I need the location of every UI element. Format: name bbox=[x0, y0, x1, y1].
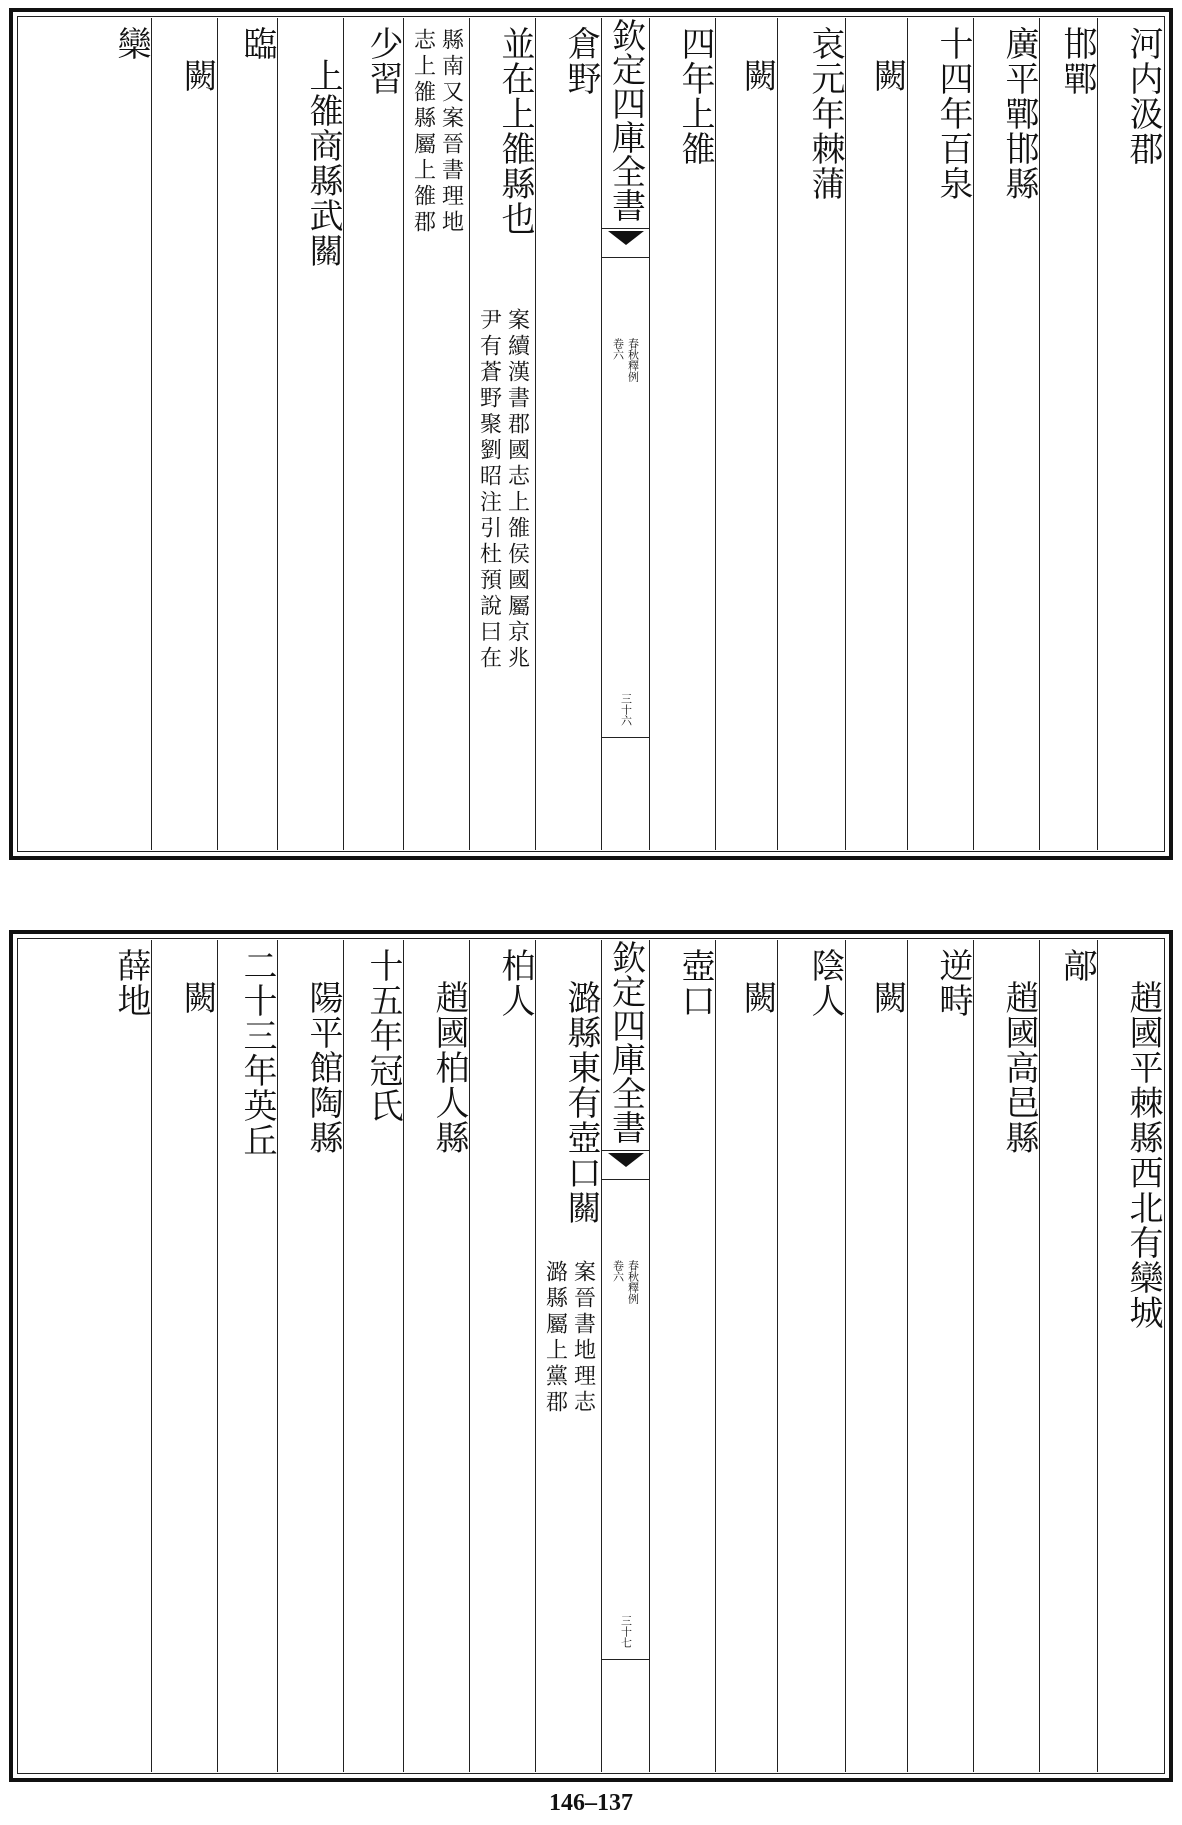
text-column bbox=[973, 940, 1039, 1772]
text-column bbox=[845, 940, 907, 1772]
text-column bbox=[19, 18, 151, 850]
text-column bbox=[777, 940, 845, 1772]
annotation-block bbox=[404, 28, 469, 236]
columns-top bbox=[19, 18, 1163, 850]
text-column bbox=[217, 940, 277, 1772]
center-page-number bbox=[602, 693, 649, 730]
center-page-number-text: 三十六 bbox=[619, 693, 633, 726]
text-column bbox=[973, 18, 1039, 850]
column-text: 倉野 bbox=[561, 26, 601, 96]
column-text: 闕 bbox=[867, 58, 907, 93]
column-text: 闕 bbox=[177, 58, 217, 93]
column-text: 並在上雒縣也 bbox=[495, 26, 535, 236]
text-column bbox=[845, 18, 907, 850]
text-column bbox=[907, 18, 973, 850]
text-column bbox=[535, 940, 601, 1772]
center-title: 欽定四庫全書 bbox=[605, 18, 646, 222]
column-text: 哀元年棘蒲 bbox=[805, 26, 845, 201]
center-page-number bbox=[602, 1615, 649, 1652]
fishtail-mark bbox=[602, 228, 649, 258]
page-panel-bottom bbox=[9, 930, 1173, 1782]
center-fold-column bbox=[601, 18, 649, 850]
column-text: 廣平鄲邯縣 bbox=[999, 26, 1039, 201]
center-volume: 卷六 bbox=[611, 1260, 625, 1282]
center-book-info bbox=[612, 338, 640, 382]
columns-bottom bbox=[19, 940, 1163, 1772]
text-column bbox=[277, 18, 343, 850]
text-column bbox=[907, 940, 973, 1772]
center-title: 欽定四庫全書 bbox=[605, 940, 646, 1144]
text-column bbox=[649, 18, 715, 850]
column-text: 鄗 bbox=[1057, 948, 1097, 983]
center-book-title: 春秋釋例 bbox=[626, 338, 640, 382]
center-rule bbox=[602, 737, 649, 738]
annotation-line: 潞縣屬上黨郡 bbox=[542, 1260, 568, 1416]
text-column bbox=[19, 940, 151, 1772]
text-column bbox=[1097, 940, 1163, 1772]
column-text: 闕 bbox=[177, 980, 217, 1015]
center-book-title: 春秋釋例 bbox=[626, 1260, 640, 1304]
column-text: 闕 bbox=[737, 980, 777, 1015]
column-text: 陰人 bbox=[805, 948, 845, 1018]
column-text: 上雒商縣武關 bbox=[303, 58, 343, 268]
text-column bbox=[343, 940, 403, 1772]
column-text: 趙國柏人縣 bbox=[429, 980, 469, 1155]
column-text: 臨 bbox=[237, 26, 277, 61]
column-text: 陽平館陶縣 bbox=[303, 980, 343, 1155]
column-text: 十四年百泉 bbox=[933, 26, 973, 201]
text-column bbox=[1039, 18, 1097, 850]
text-column bbox=[343, 18, 403, 850]
column-text: 趙國高邑縣 bbox=[999, 980, 1039, 1155]
annotation-block bbox=[470, 308, 535, 672]
annotation-block bbox=[536, 1260, 601, 1416]
text-column bbox=[403, 940, 469, 1772]
text-column bbox=[151, 18, 217, 850]
column-text: 四年上雒 bbox=[675, 26, 715, 166]
column-text: 壺口 bbox=[675, 948, 715, 1018]
column-text: 趙國平棘縣西北有欒城 bbox=[1123, 980, 1163, 1330]
center-rule bbox=[602, 1659, 649, 1660]
annotation-line: 案晉書地理志 bbox=[570, 1260, 596, 1416]
center-volume: 卷六 bbox=[611, 338, 625, 360]
column-text: 闕 bbox=[867, 980, 907, 1015]
column-text: 邯鄲 bbox=[1057, 26, 1097, 96]
text-column bbox=[649, 940, 715, 1772]
column-text: 河内汲郡 bbox=[1123, 26, 1163, 166]
text-column bbox=[217, 18, 277, 850]
column-text: 逆畤 bbox=[933, 948, 973, 1018]
annotation-line: 尹有蒼野聚劉昭注引杜預說曰在 bbox=[476, 308, 502, 672]
text-column bbox=[151, 940, 217, 1772]
text-column bbox=[715, 940, 777, 1772]
text-column bbox=[403, 18, 469, 850]
column-text: 二十三年英丘 bbox=[237, 948, 277, 1158]
text-column bbox=[715, 18, 777, 850]
column-text: 欒 bbox=[111, 26, 151, 61]
column-text: 柏人 bbox=[495, 948, 535, 1018]
text-column bbox=[777, 18, 845, 850]
column-text: 少習 bbox=[363, 26, 403, 96]
center-fold-column bbox=[601, 940, 649, 1772]
column-text: 薛地 bbox=[111, 948, 151, 1018]
annotation-line: 志上雒縣屬上雒郡 bbox=[410, 28, 436, 236]
column-text: 十五年冠氏 bbox=[363, 948, 403, 1123]
fishtail-mark bbox=[602, 1150, 649, 1180]
column-text: 潞縣東有壺口關 bbox=[561, 980, 601, 1225]
text-column bbox=[469, 18, 535, 850]
text-column bbox=[277, 940, 343, 1772]
page-panel-top bbox=[9, 8, 1173, 860]
center-page-number-text: 三十七 bbox=[619, 1615, 633, 1648]
column-text: 闕 bbox=[737, 58, 777, 93]
center-book-info bbox=[612, 1260, 640, 1304]
annotation-line: 案續漢書郡國志上雒侯國屬京兆 bbox=[504, 308, 530, 672]
page-number-footer: 146–137 bbox=[549, 1790, 633, 1816]
text-column bbox=[1097, 18, 1163, 850]
text-column bbox=[535, 18, 601, 850]
annotation-line: 縣南又案晉書理地 bbox=[438, 28, 464, 236]
text-column bbox=[1039, 940, 1097, 1772]
text-column bbox=[469, 940, 535, 1772]
